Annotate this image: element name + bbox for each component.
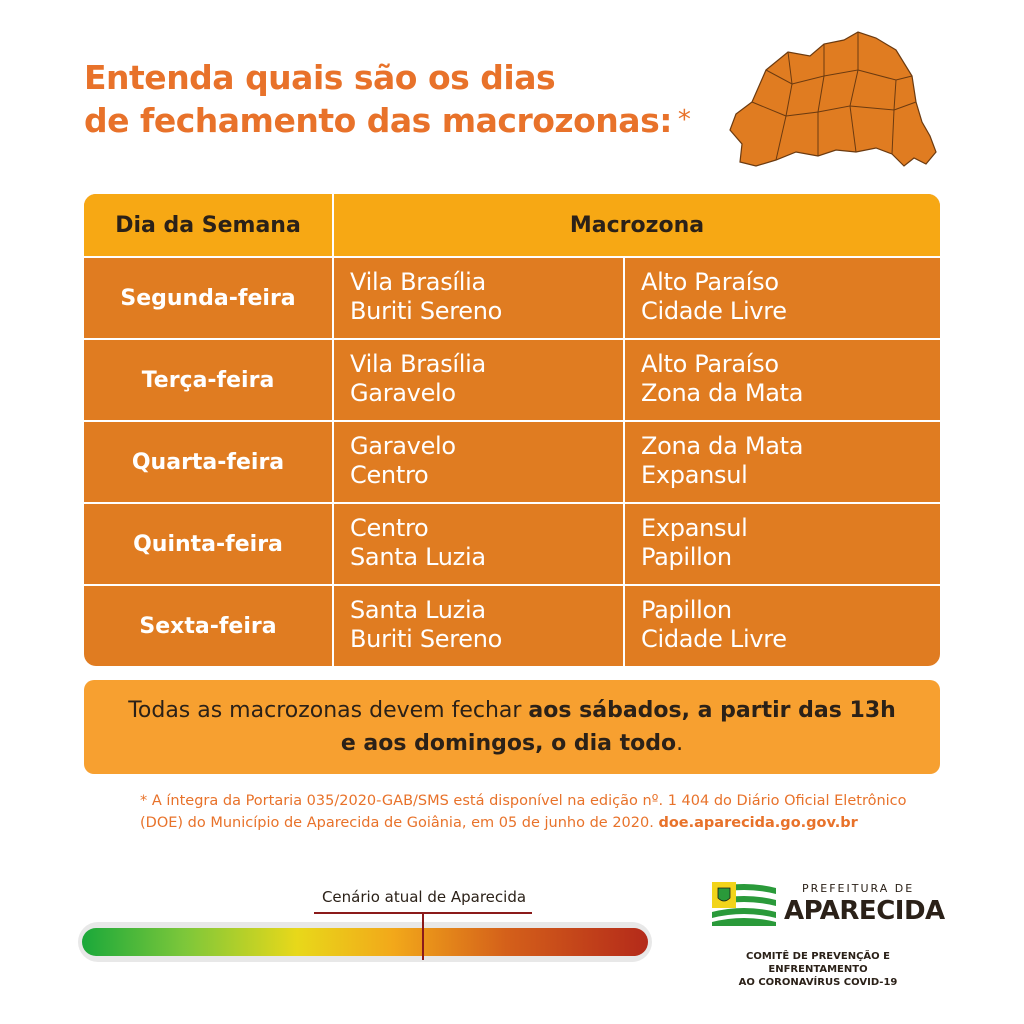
day-cell: Quarta-feira	[131, 449, 285, 475]
zone-cell	[641, 268, 787, 326]
day-cell: Terça-feira	[141, 367, 275, 393]
table-row	[84, 586, 940, 666]
zone-name: Zona da Mata	[641, 432, 804, 460]
table-row	[84, 340, 940, 420]
zone-name: Santa Luzia	[350, 543, 486, 571]
day-cell: Quinta-feira	[133, 531, 283, 557]
title-line-2: de fechamento das macrozonas:	[84, 101, 672, 140]
zone-name: Vila Brasília	[350, 268, 486, 296]
zone-name: Zona da Mata	[641, 379, 804, 407]
table-header	[84, 194, 940, 256]
page-title	[84, 56, 690, 142]
aparecida-flag-icon	[710, 878, 776, 928]
committee-line-1: COMITÊ DE PREVENÇÃO E ENFRENTAMENTO	[746, 951, 890, 975]
table-row	[84, 504, 940, 584]
zone-name: Expansul	[641, 514, 748, 542]
zone-cell	[641, 596, 787, 654]
scenario-label: Cenário atual de Aparecida	[321, 888, 527, 906]
schedule-table	[84, 194, 940, 666]
zone-name: Centro	[350, 514, 429, 542]
zone-name: Buriti Sereno	[350, 297, 503, 325]
table-row	[84, 422, 940, 502]
zone-name: Vila Brasília	[350, 350, 486, 378]
zone-name: Papillon	[641, 596, 732, 624]
zone-name: Buriti Sereno	[350, 625, 503, 653]
zone-name: Alto Paraíso	[641, 268, 779, 296]
zone-name: Alto Paraíso	[641, 350, 779, 378]
title-line-1: Entenda quais são os dias	[84, 58, 556, 97]
day-cell: Segunda-feira	[120, 285, 296, 311]
header-day: Dia da Semana	[115, 212, 301, 238]
zone-cell	[350, 350, 486, 408]
zone-name: Papillon	[641, 543, 732, 571]
notice-end: .	[676, 731, 684, 756]
notice-bold-sunday: e aos domingos, o dia todo	[340, 731, 677, 756]
table-row	[84, 258, 940, 338]
logo-aparecida: APARECIDA	[784, 896, 945, 926]
weekend-notice	[84, 680, 940, 774]
zone-cell	[641, 350, 803, 408]
day-cell: Sexta-feira	[139, 613, 277, 639]
risk-gradient-bar	[82, 928, 648, 956]
zone-name: Cidade Livre	[641, 297, 787, 325]
zone-cell	[350, 514, 486, 572]
notice-bold-saturday: aos sábados, a partir das 13h	[528, 698, 896, 723]
zone-name: Cidade Livre	[641, 625, 787, 653]
zone-name: Expansul	[641, 461, 748, 489]
header-macrozona: Macrozona	[569, 212, 705, 238]
zone-name: Santa Luzia	[350, 596, 486, 624]
committee-text	[700, 950, 936, 989]
aparecida-map-icon	[726, 30, 938, 170]
notice-text: Todas as macrozonas devem fechar	[128, 698, 529, 723]
zone-name: Centro	[350, 461, 429, 489]
current-level-marker	[422, 912, 424, 960]
zone-name: Garavelo	[350, 379, 456, 407]
zone-name: Garavelo	[350, 432, 456, 460]
footnote	[140, 790, 940, 834]
zone-cell	[350, 596, 502, 654]
zone-cell	[350, 432, 456, 490]
logo-prefeitura-de: PREFEITURA DE	[802, 882, 915, 895]
risk-scale	[78, 922, 652, 962]
zone-cell	[641, 514, 748, 572]
footnote-line-2: (DOE) do Município de Aparecida de Goiânia, em 05 de junho de 2020.	[140, 815, 654, 831]
committee-line-2: AO CORONAVÍRUS COVID-19	[738, 977, 898, 988]
footnote-line-1: * A íntegra da Portaria 035/2020-GAB/SMS está disponível na edição nº. 1 404 do Diário Oficial Eletrônico	[140, 793, 907, 809]
title-asterisk: *	[677, 105, 691, 135]
zone-cell	[350, 268, 502, 326]
zone-cell	[641, 432, 803, 490]
doe-link[interactable]: doe.aparecida.go.gov.br	[658, 815, 858, 831]
